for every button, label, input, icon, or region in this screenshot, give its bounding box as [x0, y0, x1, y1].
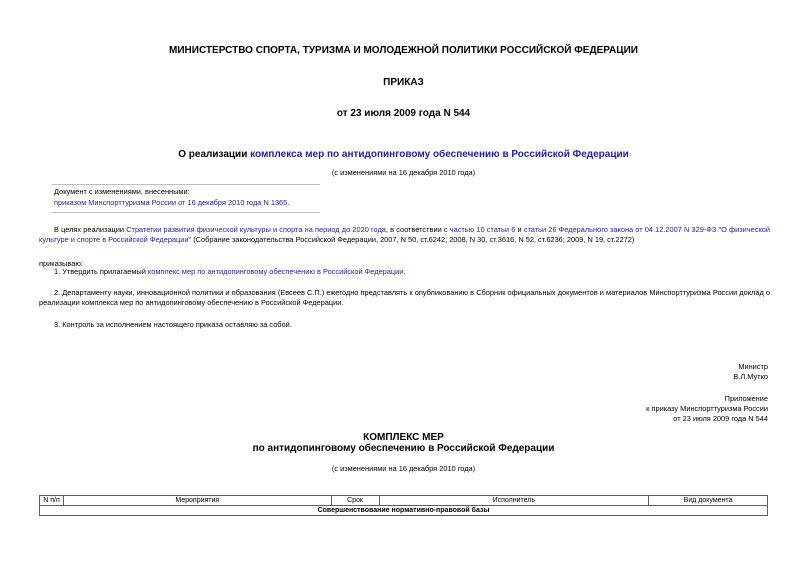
item-1	[54, 267, 405, 276]
doc-title-prefix: О реализации	[178, 149, 251, 160]
preamble-text-3: и	[515, 225, 524, 234]
changes-line	[54, 198, 289, 207]
strategy-link[interactable]: Стратегии развития физической культуры и спорта на период до 2020 года	[126, 225, 386, 234]
col-header-number: N п/п	[40, 496, 64, 506]
doc-date-number: от 23 июля 2009 года N 544	[336, 108, 471, 119]
changes-top-divider	[52, 184, 320, 185]
doc-title-link[interactable]: комплекса мер по антидопинговому обеспечению в Российской Федерации	[250, 149, 629, 160]
doc-amendments: (с изменениями на 16 декабря 2010 года)	[331, 168, 476, 177]
item-2: 2. Департаменту науки, инновационной политики и образования (Евсеев С.П.) ежегодно представлять к опубликованию в Сборник официальных документов и материалов Минспорттуризма России доклад о реализации комплекса мер по антидопинговому обеспечению в Российской Федерации.	[39, 288, 770, 307]
col-header-executor: Исполнитель	[379, 496, 649, 506]
changes-link-suffix: .	[287, 198, 290, 207]
complex-title: КОМПЛЕКС МЕР	[363, 432, 444, 443]
federal-law-link[interactable]: статьи 26 Федерального закона от 04.12.2007 N 329-ФЗ "О физической культуре и спорте в Российской Федерации"	[39, 225, 770, 244]
table-section-row	[40, 506, 768, 516]
ministry-heading: МИНИСТЕРСТВО СПОРТА, ТУРИЗМА И МОЛОДЕЖНОЙ ПОЛИТИКИ РОССИЙСКОЙ ФЕДЕРАЦИИ	[169, 45, 638, 56]
changes-bottom-divider	[52, 212, 320, 213]
changes-link[interactable]: приказом Минспорттуризма России от 16 декабря 2010 года N 1365	[54, 198, 288, 207]
item-3: 3. Контроль за исполнением настоящего приказа оставляю за собой.	[54, 320, 292, 329]
table-header-row	[40, 496, 768, 506]
item-1-prefix: 1. Утвердить прилагаемый	[54, 267, 148, 276]
doc-title	[0, 149, 807, 160]
appendix-label: Приложение	[724, 394, 768, 403]
article-6-link[interactable]: частью 10 статьи 6	[449, 225, 516, 234]
doc-type-heading: ПРИКАЗ	[383, 77, 424, 88]
preamble-text-2: , в соответствии с	[385, 225, 450, 234]
item-1-link[interactable]: комплекс мер по антидопинговому обеспечению в Российской Федерации	[147, 267, 404, 276]
appendix-line-2: к приказу Минспорттуризма России	[646, 404, 768, 413]
section-title: Совершенствование нормативно-правовой базы	[40, 506, 768, 516]
col-header-doc-type: Вид документа	[649, 496, 768, 506]
order-word: приказываю:	[39, 259, 83, 268]
preamble-text-4: (Собрание законодательства Российской Федерации, 2007, N 50, ст.6242; 2008, N 30, ст.3616, N 52, ст.6236; 2009, N 19, ст.2272)	[191, 235, 635, 244]
preamble-paragraph	[39, 225, 770, 245]
appendix-line-3: от 23 июля 2009 года N 544	[673, 414, 768, 423]
complex-subtitle: по антидопинговому обеспечению в Российской Федерации	[252, 443, 555, 454]
signature-name: В.Л.Мутко	[733, 372, 768, 381]
complex-amendments: (с изменениями на 16 декабря 2010 года)	[331, 464, 476, 473]
col-header-deadline: Срок	[331, 496, 379, 506]
col-header-measures: Мероприятия	[63, 496, 331, 506]
signature-position: Министр	[738, 362, 768, 371]
measures-table	[39, 495, 768, 516]
changes-label: Документ с изменениями, внесенными:	[54, 187, 190, 196]
item-1-suffix: .	[403, 267, 406, 276]
preamble-text-1: В целях реализации	[54, 225, 127, 234]
